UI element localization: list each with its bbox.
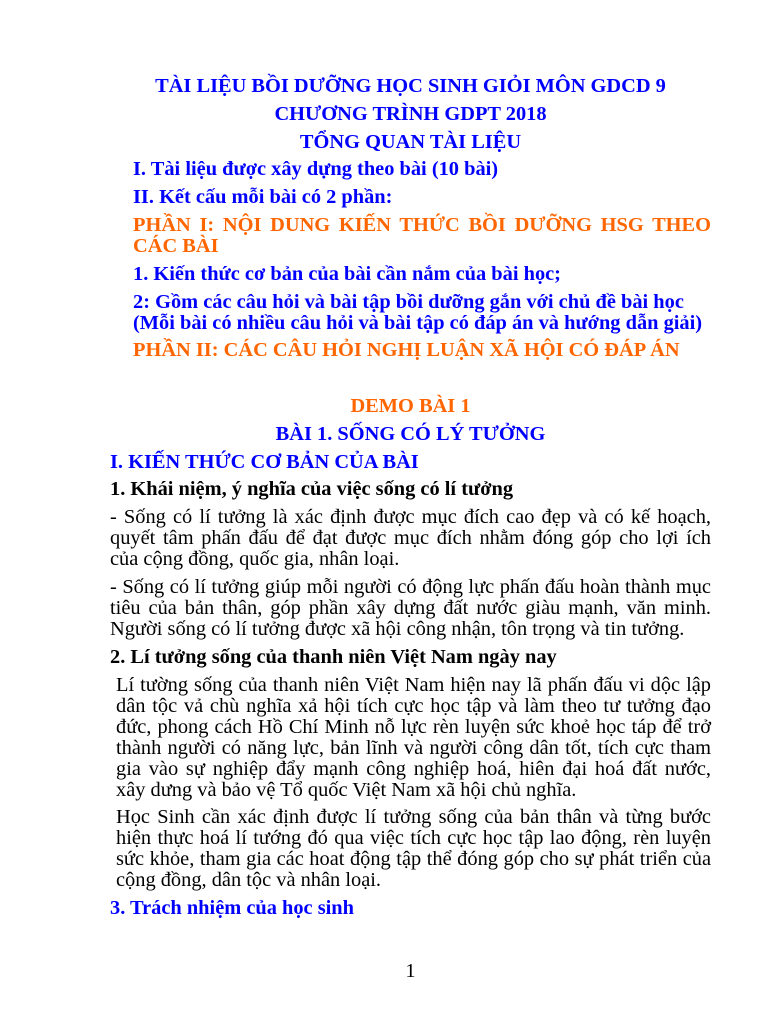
paragraph-line: của cộng đồng, quốc gia, nhân loại. (110, 548, 400, 571)
overview-structure-note: II. Kết cấu mỗi bài có 2 phần: (133, 186, 393, 209)
paragraph-line: cộng đồng, dân tộc và nhân loại. (116, 869, 382, 892)
paragraph-line: Lí tường sống của thanh niên Việt Nam hiện nay lã phấn đấu vi dộc lập (116, 673, 711, 696)
paragraph-line: dân tộc vả chù nghĩa xả hội tích cực học tập và làm theo tư tưởng đạo (116, 694, 711, 717)
paragraph-line: Học Sinh cần xác định được lí tưởng sống của bản thân và từng bước (116, 806, 711, 829)
youth-ideal-paragraph (110, 675, 711, 801)
document-title-line-2: CHƯƠNG TRÌNH GDPT 2018 (274, 102, 547, 125)
paragraph-line: tiêu của bản thân, góp phần xây dựng đất nước giàu mạnh, văn minh. (110, 596, 711, 619)
subsection-2-heading: 2. Lí tưởng sống của thanh niên Việt Nam ngày nay (110, 645, 557, 668)
paragraph-line: gia vào sự nghiệp đẩy mạnh công nghiệp hoá, hiên đại hoá đất nước, (116, 757, 711, 780)
part-2-heading: PHẦN II: CÁC CÂU HỎI NGHỊ LUẬN XÃ HỘI CÓ ĐÁP ÁN (133, 339, 680, 362)
paragraph-line: quyết tâm phấn đấu để đạt được mục đích nhằm đóng góp cho lợi ích (110, 527, 711, 550)
definition-paragraph (110, 507, 711, 570)
paragraph-line: đức, phong cách Hồ Chí Minh nỗ lực rèn luyện sức khoẻ học táp để trở (116, 715, 711, 738)
part-1-point-2-line: 2: Gồm các câu hỏi và bài tập bồi dưỡng gắn với chủ đề bài học (133, 290, 684, 313)
student-ideal-paragraph (110, 807, 711, 891)
part-1-point-2 (110, 292, 711, 334)
part-1-heading-line: PHẦN I: NỘI DUNG KIẾN THỨC BỒI DƯỠNG HSG THEO (133, 213, 711, 236)
part-1-heading (110, 215, 711, 257)
meaning-paragraph (110, 577, 711, 640)
paragraph-line: sức khỏe, tham gia các hoat động tập thể đóng góp cho sự phát triển của (116, 848, 711, 871)
paragraph-line: - Sống có lí tưởng là xác định được mục đích cao đẹp và có kế hoạch, (110, 506, 711, 529)
part-1-heading-line: CÁC BÀI (133, 234, 219, 257)
lesson-title: BÀI 1. SỐNG CÓ LÝ TƯỞNG (275, 422, 546, 445)
document-title-line-1: TÀI LIỆU BỒI DƯỠNG HỌC SINH GIỎI MÔN GDCD 9 (155, 75, 666, 97)
section-heading: I. KIẾN THỨC CƠ BẢN CỦA BÀI (110, 450, 419, 473)
paragraph-spacer (110, 368, 711, 389)
document-title-line-3: TỔNG QUAN TÀI LIỆU (299, 130, 522, 153)
subsection-1-heading: 1. Khái niệm, ý nghĩa của việc sống có lí tưởng (110, 478, 514, 501)
paragraph-line: xây dưng và bảo vệ Tổ quốc Việt Nam xã hội chủ nghĩa. (116, 778, 577, 801)
overview-materials-note: I. Tài liệu được xây dựng theo bài (10 bài) (133, 158, 499, 181)
paragraph-line: Người sống có lí tưởng được xã hội công nhận, tôn trọng và tin tưởng. (110, 617, 685, 640)
part-1-point-2-line: (Mỗi bài có nhiều câu hỏi và bài tập có đáp án và hướng dẫn giải) (133, 311, 703, 334)
page-number: 1 (405, 960, 416, 982)
paragraph-line: - Sống có lí tưởng giúp mỗi người có động lực phấn đấu hoàn thành mục (110, 575, 711, 598)
paragraph-line: hiện thực hoá lí tướng đó qua việc tích cực học tập lao động, rèn luyện (116, 827, 711, 850)
subsection-3-heading: 3. Trách nhiệm của học sinh (110, 897, 354, 920)
demo-label: DEMO BÀI 1 (350, 394, 471, 417)
part-1-point-1: 1. Kiến thức cơ bản của bài cần nắm của bài học; (133, 262, 561, 285)
paragraph-line: thành người có năng lực, bản lĩnh và người công dân tốt, tích cực tham (116, 736, 711, 759)
